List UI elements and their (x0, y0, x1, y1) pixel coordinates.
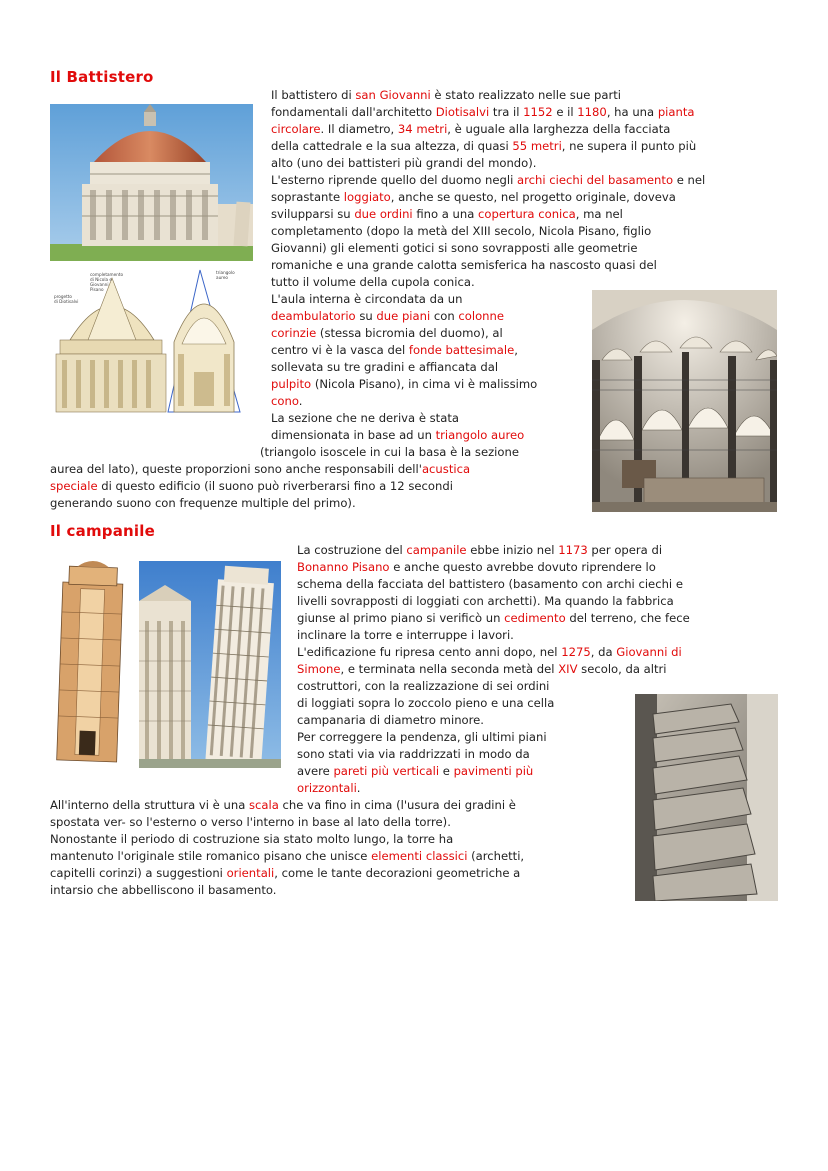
text-segment: sollevata su tre gradini e affiancata dal (271, 360, 499, 374)
highlight-term: scala (249, 798, 279, 812)
text-segment: tra il (489, 105, 524, 119)
text-segment: L'aula interna è circondata da un (271, 292, 463, 306)
baptistery-section-diagram (50, 262, 253, 422)
text-line (271, 104, 695, 121)
text-line (297, 593, 674, 610)
svg-text:triangoloaureo: triangolo aureo (216, 270, 235, 280)
highlight-term: cedimento (504, 611, 566, 625)
highlight-term: 1152 (523, 105, 553, 119)
text-line (271, 121, 670, 138)
text-line (271, 342, 518, 359)
text-line (271, 427, 524, 444)
text-segment: , anche se questo, nel progetto originale, doveva (390, 190, 676, 204)
highlight-term: colonne (458, 309, 505, 323)
text-segment: completamento (dopo la metà del XIII secolo, Nicola Pisano, figlio (271, 224, 652, 238)
text-line (271, 410, 459, 427)
text-line (50, 865, 520, 882)
text-segment: (archetti, (467, 849, 525, 863)
text-segment: per opera di (587, 543, 663, 557)
text-segment: e nel (673, 173, 706, 187)
text-segment: mantenuto l'originale stile romanico pisano che unisce (50, 849, 372, 863)
highlight-term: elementi classici (371, 849, 468, 863)
text-segment: Nonostante il periodo di costruzione sia stato molto lungo, la torre ha (50, 832, 454, 846)
text-line (297, 712, 484, 729)
text-segment: romaniche e una grande calotta semisferica ha nascosto quasi del (271, 258, 657, 272)
text-segment: centro vi è la vasca del (271, 343, 409, 357)
highlight-term: campanile (406, 543, 467, 557)
text-line (297, 763, 533, 780)
highlight-term: circolare (271, 122, 321, 136)
highlight-term: acustica (421, 462, 471, 476)
text-segment: Il battistero di (271, 88, 356, 102)
text-line (271, 155, 536, 172)
text-segment: capitelli corinzi) a suggestioni (50, 866, 227, 880)
text-segment: . (298, 394, 303, 408)
text-line (297, 627, 514, 644)
text-segment: , come le tante decorazioni geometriche a (274, 866, 521, 880)
text-segment: di questo edificio (il suono può riverberarsi fino a 12 secondi (97, 479, 453, 493)
text-segment: e (439, 764, 454, 778)
text-segment: La costruzione del (297, 543, 407, 557)
text-line (50, 814, 451, 831)
worn-stairs-photo (635, 694, 778, 901)
highlight-term: copertura conica (478, 207, 576, 221)
highlight-term: 1173 (558, 543, 588, 557)
text-line (271, 172, 705, 189)
text-segment: che va fino in cima (l'usura dei gradini è (278, 798, 516, 812)
text-segment: ebbe inizio nel (466, 543, 559, 557)
tower-section-drawing (52, 561, 128, 768)
baptistery-heading: Il Battistero (50, 68, 154, 86)
text-line (50, 478, 453, 495)
text-segment: . Il diametro, (320, 122, 398, 136)
text-line (271, 359, 498, 376)
text-line (50, 797, 516, 814)
text-segment: giunse al primo piano si verificò un (297, 611, 505, 625)
text-segment: schema della facciata del battistero (basamento con archi ciechi e (297, 577, 683, 591)
highlight-term: 1275 (561, 645, 591, 659)
text-line (297, 746, 530, 763)
text-segment: soprastante (271, 190, 344, 204)
text-segment: Giovanni) gli elementi gotici si sono sovrapposti alle geometrie (271, 241, 638, 255)
highlight-term: cono (271, 394, 299, 408)
text-segment: . (356, 781, 361, 795)
text-segment: su (355, 309, 377, 323)
text-segment: della cattedrale e la sua altezza, di quasi (271, 139, 513, 153)
text-segment: intarsio che abbelliscono il basamento. (50, 883, 277, 897)
text-line (271, 291, 462, 308)
text-segment: di loggiati sopra lo zoccolo pieno e una cella (297, 696, 555, 710)
text-segment: livelli sovrapposti di loggiati con archetti). Ma quando la fabbrica (297, 594, 674, 608)
text-line (297, 661, 667, 678)
leaning-tower-photo (139, 561, 281, 768)
highlight-term: pareti più verticali (333, 764, 440, 778)
highlight-term: deambulatorio (271, 309, 356, 323)
highlight-term: 55 metri (512, 139, 562, 153)
text-line (297, 780, 360, 797)
text-line (271, 138, 696, 155)
highlight-term: XIV (558, 662, 578, 676)
text-segment: sono stati via via raddrizzati in modo da (297, 747, 530, 761)
text-segment: generando suono con frequenze multiple del primo). (50, 496, 356, 510)
text-segment: fino a una (412, 207, 479, 221)
highlight-term: pulpito (271, 377, 312, 391)
text-line (271, 240, 638, 257)
text-line (50, 495, 356, 512)
text-segment: , ha una (606, 105, 658, 119)
text-line (297, 678, 549, 695)
text-segment: con (430, 309, 459, 323)
text-segment: , è uguale alla larghezza della facciata (447, 122, 671, 136)
text-segment: , ne supera il punto più (561, 139, 697, 153)
text-segment: campanaria di diametro minore. (297, 713, 484, 727)
text-line (271, 393, 302, 410)
text-line (297, 542, 662, 559)
highlight-term: pavimenti più (453, 764, 534, 778)
text-segment: All'interno della struttura vi è una (50, 798, 249, 812)
text-segment: , (514, 343, 518, 357)
baptistery-exterior-photo (50, 104, 253, 261)
text-segment: secolo, da altri (577, 662, 667, 676)
text-line (50, 461, 470, 478)
text-segment: svilupparsi su (271, 207, 355, 221)
text-segment: (triangolo isoscele in cui la basa è la sezione (260, 445, 519, 459)
text-line (297, 559, 656, 576)
baptistery-interior-photo (592, 290, 777, 512)
highlight-term: Bonanno Pisano (297, 560, 390, 574)
text-segment: inclinare la torre e interruppe i lavori. (297, 628, 514, 642)
highlight-term: san Giovanni (355, 88, 431, 102)
highlight-term: Simone (297, 662, 341, 676)
highlight-term: fonde battesimale (408, 343, 515, 357)
highlight-term: due piani (376, 309, 431, 323)
text-segment: costruttori, con la realizzazione di sei ordini (297, 679, 550, 693)
text-segment: , ma nel (575, 207, 623, 221)
highlight-term: speciale (50, 479, 98, 493)
text-segment: L'esterno riprende quello del duomo negli (271, 173, 518, 187)
text-line (271, 206, 623, 223)
text-segment: tutto il volume della cupola conica. (271, 275, 475, 289)
text-segment: e il (552, 105, 578, 119)
text-segment: Per correggere la pendenza, gli ultimi piani (297, 730, 547, 744)
text-segment: è stato realizzato nelle sue parti (430, 88, 622, 102)
text-line (297, 576, 683, 593)
text-line (271, 87, 621, 104)
highlight-term: orientali (226, 866, 275, 880)
text-line (297, 644, 682, 661)
text-segment: , e terminata nella seconda metà del (340, 662, 559, 676)
text-line (297, 610, 690, 627)
text-line (271, 308, 504, 325)
text-segment: L'edificazione fu ripresa cento anni dopo, nel (297, 645, 562, 659)
highlight-term: Diotisalvi (435, 105, 490, 119)
highlight-term: triangolo aureo (435, 428, 525, 442)
text-segment: (stessa bicromia del duomo), al (316, 326, 503, 340)
text-segment: dimensionata in base ad un (271, 428, 436, 442)
highlight-term: archi ciechi del basamento (517, 173, 674, 187)
text-line (50, 831, 453, 848)
highlight-term: due ordini (354, 207, 413, 221)
text-segment: e anche questo avrebbe dovuto riprendere lo (389, 560, 656, 574)
campanile-heading: Il campanile (50, 522, 155, 540)
highlight-term: loggiato (343, 190, 391, 204)
text-segment: (Nicola Pisano), in cima vi è malissimo (311, 377, 538, 391)
text-line (50, 848, 524, 865)
highlight-term: Giovanni di (616, 645, 682, 659)
text-segment: del terreno, che fece (565, 611, 690, 625)
text-line (271, 189, 676, 206)
svg-text:progettodi Diotisalvi: progetto di Diotisalvi (54, 294, 79, 304)
text-line (271, 376, 537, 393)
text-line (271, 257, 657, 274)
text-segment: alto (uno dei battisteri più grandi del mondo). (271, 156, 537, 170)
highlight-term: orizzontali (297, 781, 357, 795)
text-line (50, 882, 276, 899)
text-segment: fondamentali dall'architetto (271, 105, 436, 119)
highlight-term: corinzie (271, 326, 317, 340)
text-segment: , da (590, 645, 617, 659)
text-line (260, 444, 519, 461)
highlight-term: pianta (657, 105, 695, 119)
text-line (271, 223, 651, 240)
text-segment: spostata ver- so l'esterno o verso l'interno in base al lato della torre). (50, 815, 451, 829)
text-segment: La sezione che ne deriva è stata (271, 411, 459, 425)
text-line (297, 695, 554, 712)
text-segment: aurea del lato), queste proporzioni sono anche responsabili dell' (50, 462, 422, 476)
text-line (297, 729, 547, 746)
text-line (271, 274, 475, 291)
text-line (271, 325, 503, 342)
svg-text:completamento di Nicola: completamento di Nicola e Giovanni Pisano (90, 272, 124, 292)
highlight-term: 1180 (577, 105, 607, 119)
text-segment: avere (297, 764, 334, 778)
highlight-term: 34 metri (397, 122, 448, 136)
diagram-label-completion: completamento (90, 272, 124, 277)
